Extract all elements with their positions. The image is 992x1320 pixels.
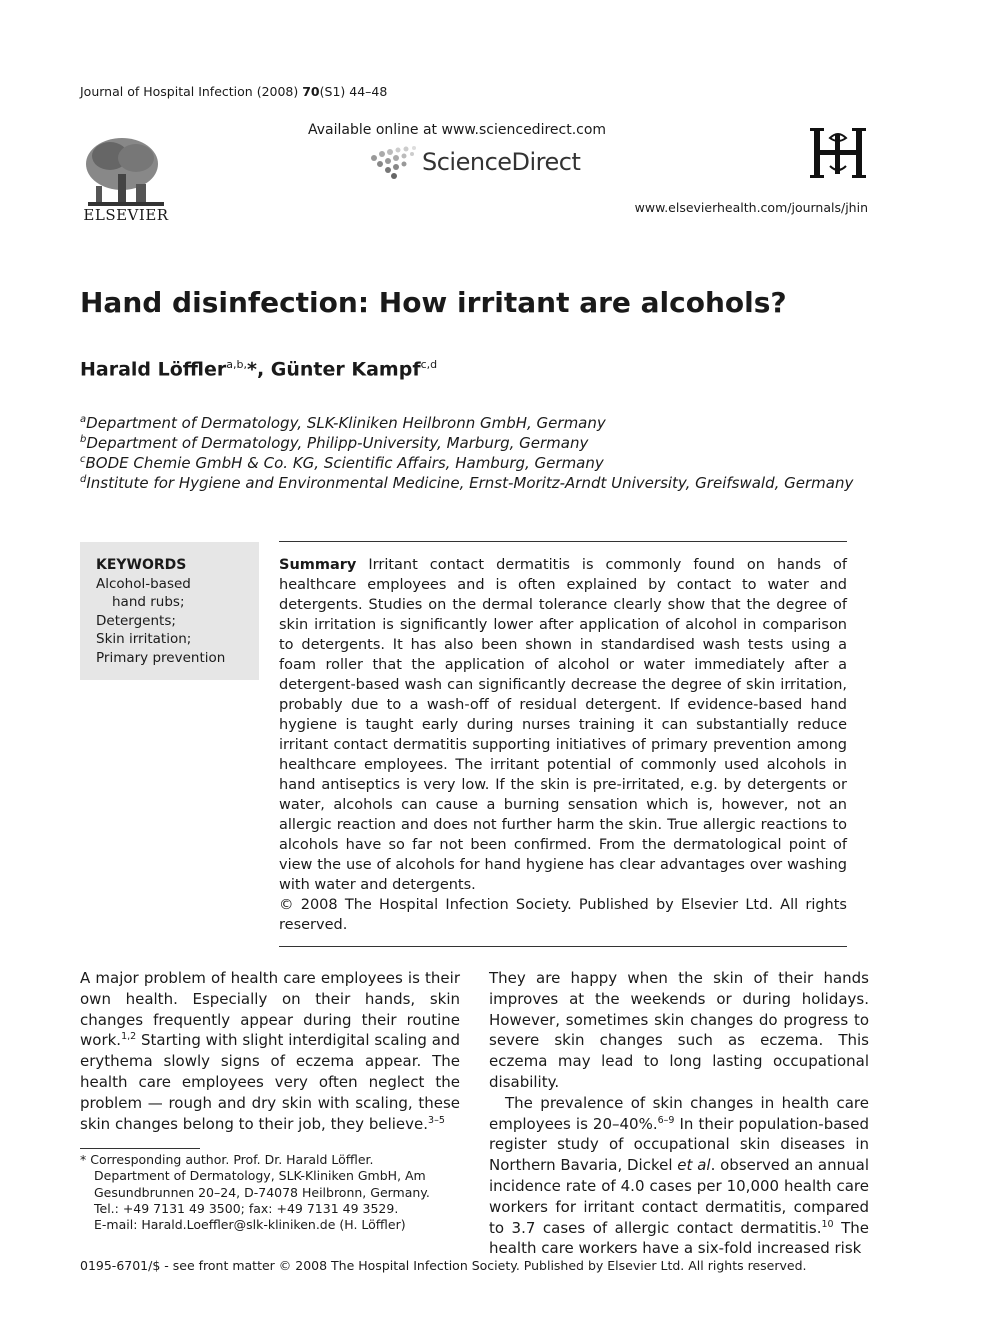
keywords-box bbox=[80, 542, 259, 680]
footnote-line: Tel.: +49 7131 49 3500; fax: +49 7131 49 3529. bbox=[94, 1200, 399, 1216]
abstract-summary bbox=[279, 555, 847, 935]
footnote-email[interactable]: E-mail: Harald.Loeffler@slk-kliniken.de (H. Löffler) bbox=[94, 1217, 406, 1233]
body-paragraph bbox=[489, 1093, 869, 1259]
affiliation-text: BODE Chemie GmbH & Co. KG, Scientific Affairs, Hamburg, Germany bbox=[85, 454, 604, 472]
journal-ref-prefix: Journal of Hospital Infection (2008) bbox=[80, 84, 303, 99]
affiliation-mark: b bbox=[80, 434, 87, 445]
body-column-left bbox=[80, 968, 460, 1134]
jhi-journal-logo bbox=[808, 124, 868, 182]
journal-reference bbox=[80, 84, 387, 99]
journal-ref-suffix: (S1) 44–48 bbox=[319, 84, 388, 99]
footnote-line: * Corresponding author. Prof. Dr. Harald Löffler. bbox=[80, 1152, 374, 1167]
affiliation-mark: d bbox=[80, 474, 87, 485]
footnote-rule bbox=[80, 1148, 200, 1149]
affiliation bbox=[80, 454, 604, 472]
affiliation-mark: c bbox=[80, 454, 86, 465]
affiliation-mark: a bbox=[80, 414, 87, 425]
footnote-line: Department of Dermatology, SLK-Kliniken GmbH, Am bbox=[94, 1168, 426, 1184]
elsevier-wordmark: ELSEVIER bbox=[83, 206, 169, 224]
author-affiliation-marks: c,d bbox=[420, 358, 438, 371]
affiliation bbox=[80, 434, 588, 452]
affiliation bbox=[80, 474, 853, 492]
body-column-right bbox=[489, 968, 869, 1259]
body-paragraph bbox=[80, 968, 460, 1134]
author-affiliation-marks: a,b, bbox=[226, 358, 247, 371]
citation-ref[interactable]: 1,2 bbox=[121, 1031, 137, 1043]
citation-ref[interactable]: 6–9 bbox=[657, 1114, 675, 1126]
body-text: In their population-based register study of occupational skin diseases in Northern Bavaria, Dickel bbox=[489, 1114, 869, 1175]
citation-ref[interactable]: 10 bbox=[821, 1218, 834, 1230]
available-online-text: Available online at www.sciencedirect.com bbox=[308, 122, 607, 138]
body-text: The prevalence of skin changes in health care employees is 20–40%. bbox=[489, 1093, 869, 1133]
article-title: Hand disinfection: How irritant are alcohols? bbox=[80, 286, 787, 319]
keyword-item: Alcohol-based bbox=[96, 575, 191, 592]
keyword-item: Skin irritation; bbox=[96, 631, 192, 647]
sciencedirect-dots-icon bbox=[368, 144, 428, 180]
front-matter-footer: 0195-6701/$ - see front matter © 2008 The Hospital Infection Society. Published by Elsevier Ltd. All rights reserved. bbox=[80, 1258, 807, 1273]
affiliation bbox=[80, 414, 606, 432]
summary-label: Summary bbox=[279, 557, 357, 573]
copyright-text: © 2008 The Hospital Infection Society. Published by Elsevier Ltd. All rights reserved. bbox=[279, 897, 847, 933]
author-list bbox=[80, 358, 437, 380]
summary-text: Irritant contact dermatitis is commonly found on hands of healthcare employees and is often explained by contact to water and detergents. Studies on the dermal tolerance clearly show that the degree of skin irritation is significantly lower after application of alcohol in comparison to detergents. It has also been shown in standardised wash tests using a foam roller that the application of alcohol or water immediately after a detergent-based wash can significantly decrease the degree of skin irritation, probably due to a wash-off of residual detergent. If evidence-based hand hygiene is taught early during nurses training it can substantially reduce irritant contact dermatitis supporting initiatives of primary prevention among healthcare employees. The irritant potential of commonly used alcohols in hand antiseptics is very low. If the skin is pre-irritated, e.g. by detergents or water, alcohols can cause a burning sensation which is, however, not an allergic reaction and does not further harm the skin. True allergic reactions to alcohols have so far not been confirmed. From the dermatological point of view the use of alcohols for hand hygiene has clear advantages over washing with water and detergents. bbox=[279, 557, 847, 893]
author-name: Günter Kampf bbox=[270, 358, 421, 381]
keywords-title: KEYWORDS bbox=[96, 557, 187, 573]
et-al-text: et al bbox=[677, 1156, 711, 1175]
journal-ref-volume: 70 bbox=[302, 84, 320, 99]
author-name: Harald Löffler bbox=[80, 358, 227, 381]
keyword-item: hand rubs; bbox=[112, 594, 185, 610]
author-separator: , bbox=[256, 358, 271, 381]
keyword-item: Primary prevention bbox=[96, 649, 226, 666]
affiliation-text: Department of Dermatology, SLK-Kliniken Heilbronn GmbH, Germany bbox=[86, 414, 606, 432]
body-text: Starting with slight interdigital scaling and erythema slowly signs of eczema appear. The health care employees very often neglect the problem — rough and dry skin with scaling, these skin changes belong to their job, they believe. bbox=[80, 1031, 460, 1133]
corresponding-author-footnote bbox=[80, 1152, 460, 1233]
affiliation-text: Institute for Hygiene and Environmental Medicine, Ernst-Moritz-Arndt University, Greifswald, Germany bbox=[86, 474, 854, 492]
footnote-line: Gesundbrunnen 20–24, D-74078 Heilbronn, Germany. bbox=[94, 1184, 430, 1200]
body-paragraph: They are happy when the skin of their hands improves at the weekends or during holidays. However, sometimes skin changes do progress to severe skin changes such as eczema. This eczema may lead to long lasting occupational disability. bbox=[489, 969, 869, 1091]
journal-url[interactable]: www.elsevierhealth.com/journals/jhin bbox=[634, 200, 868, 215]
summary-bottom-rule bbox=[279, 946, 847, 947]
citation-ref[interactable]: 3–5 bbox=[428, 1114, 445, 1126]
affiliation-text: Department of Dermatology, Philipp-University, Marburg, Germany bbox=[86, 434, 589, 452]
body-text: . observed an annual incidence rate of 4.0 cases per 10,000 health care workers for irritant contact dermatitis, compared to 3.7 cases of allergic contact dermatitis. bbox=[489, 1156, 869, 1237]
keyword-item: Detergents; bbox=[96, 612, 176, 629]
body-text: The health care workers have a six-fold increased risk bbox=[489, 1218, 869, 1258]
sciencedirect-wordmark: ScienceDirect bbox=[422, 148, 581, 176]
body-text: A major problem of health care employees is their own health. Especially on their hands, skin changes frequently appear during their routine work. bbox=[80, 969, 460, 1050]
summary-top-rule bbox=[279, 541, 847, 542]
corresponding-author-mark: * bbox=[247, 358, 257, 381]
